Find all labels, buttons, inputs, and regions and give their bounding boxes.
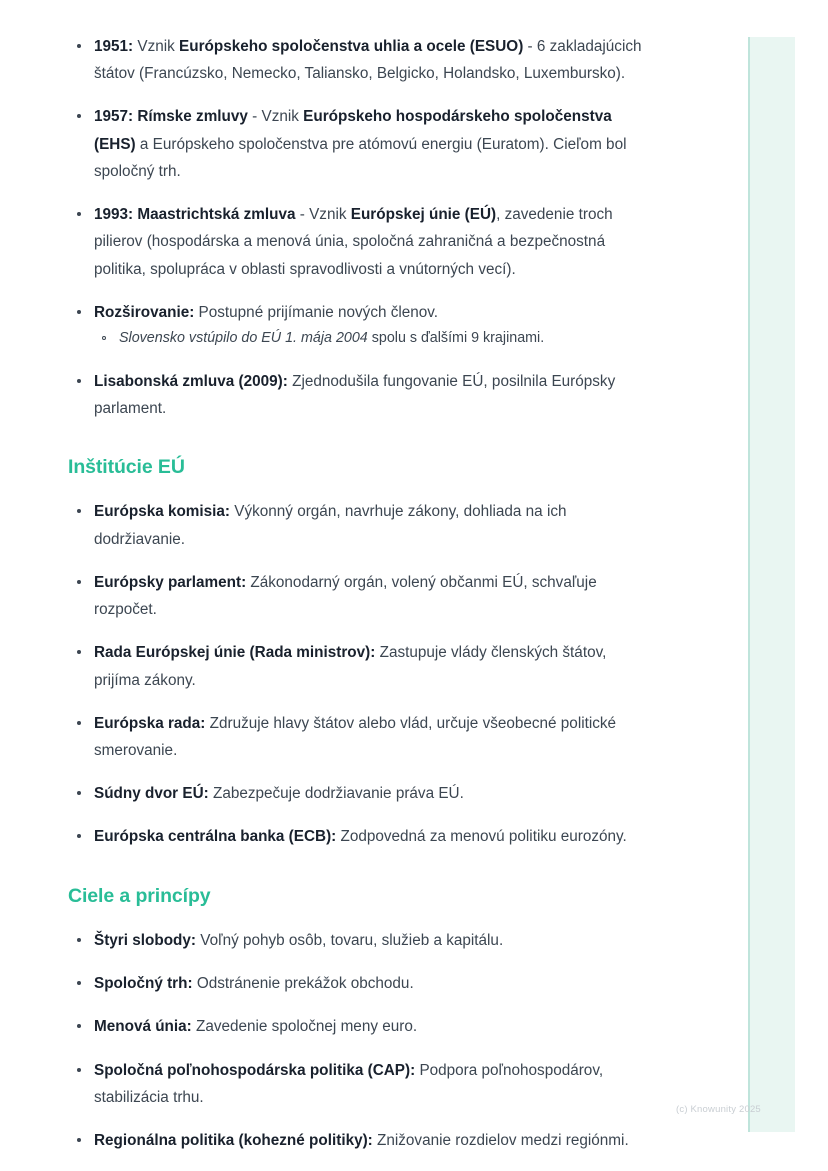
list-item-text: Zastupuje vlády členských štátov, prijíma zákony. bbox=[94, 644, 607, 689]
list-item-text: Voľný pohyb osôb, tovaru, služieb a kapitálu. bbox=[196, 932, 504, 950]
list-item bbox=[68, 823, 643, 850]
list-item-text: Postupné prijímanie nových členov. bbox=[194, 303, 439, 321]
list-item bbox=[68, 33, 643, 87]
list-item-term: 1993: Maastrichtská zmluva bbox=[94, 206, 296, 224]
list-item bbox=[68, 780, 643, 807]
section-heading-block bbox=[68, 884, 643, 909]
list-item-term: Spoločný trh: bbox=[94, 975, 193, 993]
list-item bbox=[68, 639, 643, 693]
list-item-term: Rada Európskej únie (Rada ministrov): bbox=[94, 644, 376, 662]
list-item bbox=[68, 498, 643, 552]
list-item-term: Spoločná poľnohospodárska politika (CAP): bbox=[94, 1061, 416, 1079]
list-item-term: Európsky parlament: bbox=[94, 573, 247, 591]
bullet-list bbox=[68, 498, 643, 850]
footer-watermark: (c) Knowunity 2025 bbox=[676, 1104, 761, 1115]
list-item-text: Znižovanie rozdielov medzi regiónmi. bbox=[372, 1132, 629, 1150]
list-item-text: - Vznik bbox=[247, 108, 304, 126]
bullet-list bbox=[68, 33, 643, 422]
sub-list-item-text: spolu s ďalšími 9 krajinami. bbox=[367, 329, 545, 346]
list-item-emphasis: Európskeho spoločenstva uhlia a ocele (ESUO) bbox=[179, 38, 524, 55]
list-item bbox=[68, 1127, 643, 1154]
list-item-text: Zabezpečuje dodržiavanie práva EÚ. bbox=[208, 785, 464, 803]
sub-list-item-emphasis: Slovensko vstúpilo do EÚ 1. mája 2004 bbox=[119, 329, 368, 346]
list-item-term: Menová únia: bbox=[94, 1018, 192, 1036]
list-item bbox=[68, 927, 643, 954]
list-item-text: Zodpovedná za menovú politiku eurozóny. bbox=[336, 828, 627, 846]
list-item bbox=[68, 1057, 643, 1111]
sub-list-item bbox=[94, 326, 643, 352]
list-item-text: Zákonodarný orgán, volený občanmi EÚ, schvaľuje rozpočet. bbox=[94, 573, 597, 619]
list-item bbox=[68, 201, 643, 283]
list-item-text: Zavedenie spoločnej meny euro. bbox=[191, 1018, 418, 1036]
list-item-text: Podpora poľnohospodárov, stabilizácia trhu. bbox=[94, 1061, 604, 1106]
list-item-term: Súdny dvor EÚ: bbox=[94, 785, 209, 803]
list-item-term: Európska komisia: bbox=[94, 503, 231, 521]
list-item-term: Regionálna politika (kohezné politiky): bbox=[94, 1132, 373, 1150]
list-item bbox=[68, 710, 643, 764]
list-item-text: - Vznik bbox=[295, 206, 351, 224]
list-item-text: Združuje hlavy štátov alebo vlád, určuje všeobecné politické smerovanie. bbox=[94, 714, 617, 760]
list-item-term: 1951: bbox=[94, 38, 134, 55]
list-item-text-tail: , zavedenie troch pilierov (hospodárska a menová únia, spoločná zahraničná a bezpečnostná politika, spolupráca v oblasti spravodlivosti a vnútorných vecí). bbox=[94, 206, 613, 278]
section-heading-block bbox=[68, 455, 643, 480]
list-item-text: Výkonný orgán, navrhuje zákony, dohliada na ich dodržiavanie. bbox=[94, 503, 567, 548]
list-item bbox=[68, 569, 643, 623]
list-item-term: Európska rada: bbox=[94, 714, 206, 732]
list-item-term: Štyri slobody: bbox=[94, 932, 196, 950]
section-heading: Inštitúcie EÚ bbox=[68, 456, 185, 479]
list-item bbox=[68, 1013, 643, 1040]
list-item bbox=[68, 299, 643, 352]
list-item-term: Lisabonská zmluva (2009): bbox=[94, 372, 288, 390]
list-item-term: Európska centrálna banka (ECB): bbox=[94, 828, 337, 846]
list-item-text-tail: a Európskeho spoločenstva pre atómovú energiu (Euratom). Cieľom bol spoločný trh. bbox=[94, 135, 627, 180]
list-item-emphasis: Európskej únie (EÚ) bbox=[350, 206, 497, 224]
section-heading: Ciele a princípy bbox=[68, 884, 211, 907]
list-item-text: Vznik bbox=[133, 38, 180, 55]
list-item-term: 1957: Rímske zmluvy bbox=[94, 108, 248, 126]
bullet-list bbox=[68, 927, 643, 1154]
decorative-side-bar bbox=[748, 37, 795, 1132]
list-item-text: Odstránenie prekážok obchodu. bbox=[192, 975, 414, 993]
list-item bbox=[68, 970, 643, 997]
list-item bbox=[68, 368, 643, 422]
list-item-text: Zjednodušila fungovanie EÚ, posilnila Európsky parlament. bbox=[94, 372, 616, 417]
list-item bbox=[68, 103, 643, 185]
list-item-term: Rozširovanie: bbox=[94, 303, 195, 321]
list-item-text-tail: - 6 zakladajúcich štátov (Francúzsko, Nemecko, Taliansko, Belgicko, Holandsko, Luxembursko). bbox=[94, 38, 642, 83]
list-item-emphasis: Európskeho hospodárskeho spoločenstva (EHS) bbox=[94, 108, 612, 153]
sub-bullet-list bbox=[94, 326, 643, 352]
document-content bbox=[68, 33, 643, 1154]
